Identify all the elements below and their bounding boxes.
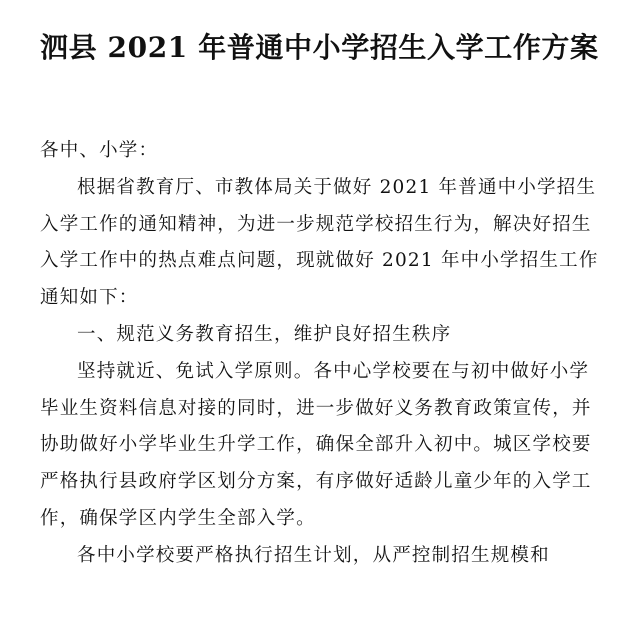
intro-paragraph: 根据省教育厅、市教体局关于做好 2021 年普通中小学招生入学工作的通知精神，为进一步规范学校招生行为，解决好招生入学工作中的热点难点问题，现就做好 2021 年中小学招生工作通知如下： [40,176,599,309]
document-body [40,133,600,575]
body-paragraph-2: 各中小学校要严格执行招生计划，从严控制招生规模和 [77,544,550,566]
body-paragraph-1: 坚持就近、免试入学原则。各中心学校要在与初中做好小学毕业生资料信息对接的同时，进一步做好义务教育政策宣传，并协助做好小学毕业生升学工作，确保全部升入初中。城区学校要严格执行县政府学区划分方案，有序做好适龄儿童少年的入学工作，确保学区内学生全部入学。 [40,360,592,529]
section-heading: 一、规范义务教育招生，维护良好招生秩序 [77,323,452,345]
document-title: 泗县 2021 年普通中小学招生入学工作方案 [40,31,599,64]
salutation: 各中、小学： [40,140,159,161]
